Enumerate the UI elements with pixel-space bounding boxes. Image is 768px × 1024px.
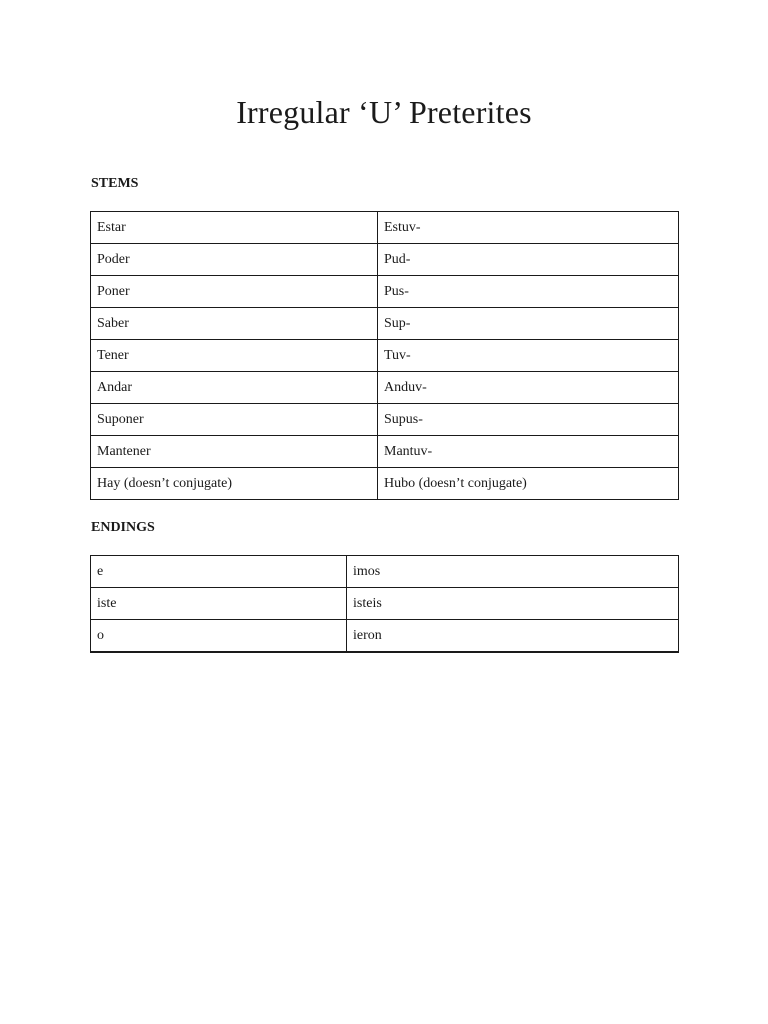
table-row [91, 372, 679, 404]
table-row [91, 404, 679, 436]
stem-cell: Mantuv- [378, 436, 679, 468]
singular-ending-cell: iste [91, 588, 347, 620]
infinitive-cell: Andar [91, 372, 378, 404]
plural-ending-cell: ieron [347, 620, 679, 653]
infinitive-cell: Hay (doesn’t conjugate) [91, 468, 378, 500]
stem-cell: Estuv- [378, 212, 679, 244]
infinitive-cell: Estar [91, 212, 378, 244]
singular-ending-cell: e [91, 556, 347, 588]
stems-table [90, 211, 679, 500]
infinitive-cell: Saber [91, 308, 378, 340]
table-row [91, 276, 679, 308]
stem-cell: Pud- [378, 244, 679, 276]
stem-cell: Tuv- [378, 340, 679, 372]
table-row [91, 308, 679, 340]
infinitive-cell: Poder [91, 244, 378, 276]
endings-heading: ENDINGS [91, 520, 155, 535]
infinitive-cell: Tener [91, 340, 378, 372]
table-row [91, 244, 679, 276]
stem-cell: Anduv- [378, 372, 679, 404]
infinitive-cell: Mantener [91, 436, 378, 468]
infinitive-cell: Poner [91, 276, 378, 308]
stems-heading: STEMS [91, 176, 139, 191]
endings-table [90, 555, 679, 653]
table-row [91, 212, 679, 244]
infinitive-cell: Suponer [91, 404, 378, 436]
table-row [91, 340, 679, 372]
table-row [91, 620, 679, 653]
table-row [91, 556, 679, 588]
plural-ending-cell: isteis [347, 588, 679, 620]
singular-ending-cell: o [91, 620, 347, 653]
table-row [91, 468, 679, 500]
stem-cell: Sup- [378, 308, 679, 340]
table-row [91, 588, 679, 620]
stem-cell: Supus- [378, 404, 679, 436]
page-title: Irregular ‘U’ Preterites [236, 94, 532, 130]
stem-cell: Hubo (doesn’t conjugate) [378, 468, 679, 500]
stem-cell: Pus- [378, 276, 679, 308]
plural-ending-cell: imos [347, 556, 679, 588]
table-row [91, 436, 679, 468]
